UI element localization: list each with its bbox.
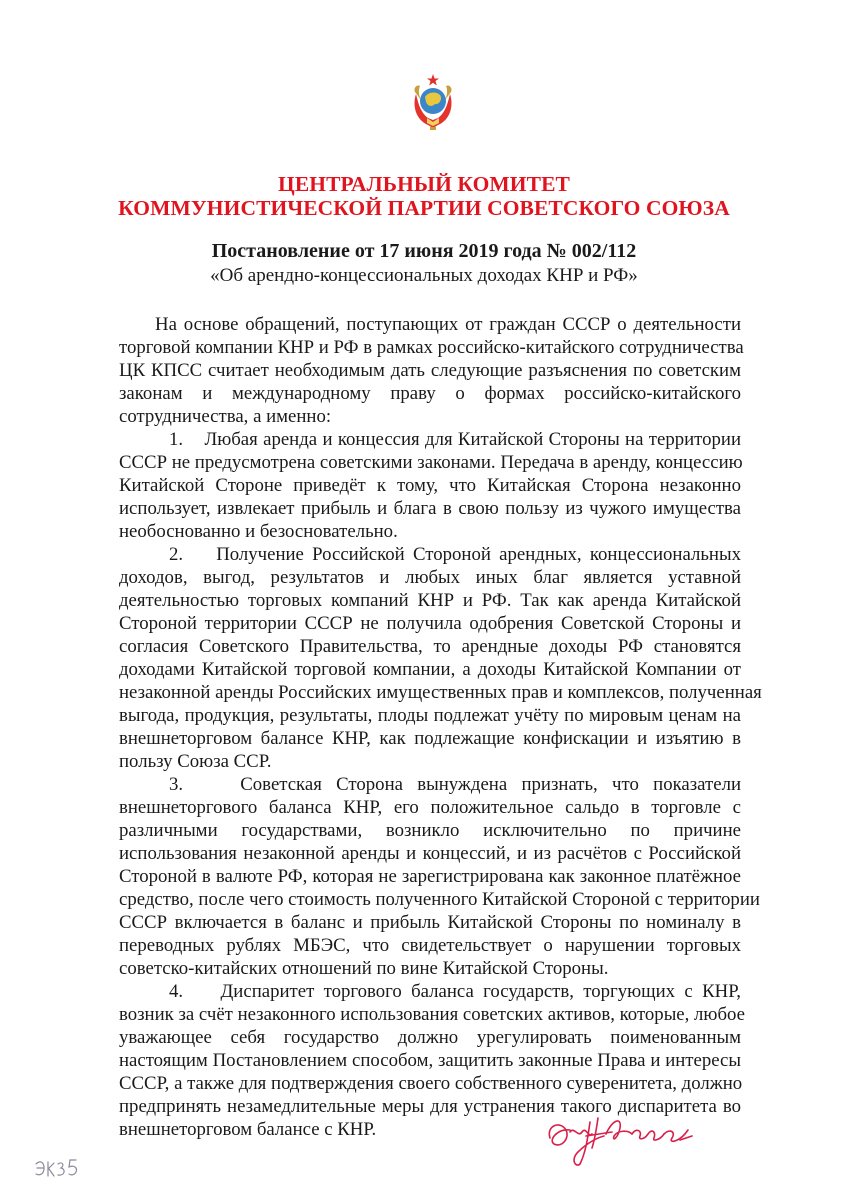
item-number: 4. [169, 981, 184, 1002]
text-line: переводных рублях МБЭС, что свидетельствует о нарушении торговых [119, 935, 741, 956]
text-line: 4. Диспаритет торгового баланса государств, торгующих с КНР, [169, 981, 741, 1002]
resolution-title: Постановление от 17 июня 2019 года № 002/112 [211, 240, 637, 262]
text-line: 3. Советская Сторона вынуждена признать, что показатели [169, 774, 741, 795]
text-line: внешнеторгового баланса КНР, его положительное сальдо в торговле с [119, 797, 741, 818]
text-line: выгода, продукция, результаты, плоды подлежат учёту по мировым ценам на [119, 705, 741, 726]
text-line: внешнеторговом балансе с КНР. [119, 1119, 377, 1140]
item-number: 3. [169, 774, 184, 795]
text-line: внешнеторговом балансе КНР, как подлежащие конфискации и изъятию в [119, 728, 741, 749]
text-line: ЦК КПСС считает необходимым дать следующие разъяснения по советским [119, 360, 741, 381]
text-line: средство, после чего стоимость полученного Китайской Стороной с территории [119, 889, 760, 910]
text-line: советско-китайских отношений по вине Китайской Стороны. [119, 958, 609, 979]
text-line: Стороной в валюте РФ, которая не зарегистрирована как законное платёжное [119, 866, 741, 887]
item-1 [119, 428, 741, 543]
text-line: доходов, выгод, результатов и любых иных благ является уставной [119, 567, 741, 588]
item-3 [119, 773, 760, 980]
text-line: предпринять незамедлительные меры для устранения такого диспаритета во [119, 1096, 741, 1117]
text-line: настоящим Постановлением способом, защитить законные Права и интересы [119, 1050, 741, 1071]
text-line: На основе обращений, поступающих от граждан СССР о деятельности [155, 314, 741, 335]
text-line: согласия Советского Правительства, то арендные доходы РФ становятся [119, 636, 741, 657]
text-line: доходами Китайской торговой компании, а доходы Китайской Компании от [119, 659, 741, 680]
text-line: использования незаконной аренды и концессий, и из расчётов с Российской [119, 843, 741, 864]
handwritten-signature-icon [540, 1108, 730, 1168]
text-line: различными государствами, возникло исключительно по причине [119, 820, 741, 841]
item-2 [119, 543, 762, 773]
text-line: возник за счёт незаконного использования советских активов, которые, любое [119, 1004, 745, 1025]
header-line-2: КОММУНИСТИЧЕСКОЙ ПАРТИИ СОВЕТСКОГО СОЮЗА [118, 196, 730, 220]
document-body [119, 313, 762, 1141]
text-line: СССР включается в баланс и прибыль Китайской Стороны по номиналу в [119, 912, 741, 933]
text-line: 1. Любая аренда и концессия для Китайской Стороны на территории [169, 429, 741, 450]
ussr-coat-of-arms-icon [408, 72, 458, 134]
intro-paragraph [119, 313, 744, 428]
text-line: необоснованно и безосновательно. [119, 521, 398, 542]
item-number: 1. [169, 429, 184, 450]
resolution-subtitle: «Об арендно-концессиональных доходах КНР и РФ» [210, 265, 638, 286]
text-line: незаконной аренды Российских имущественных прав и комплексов, полученная [119, 682, 762, 703]
text-line: Стороной территории СССР не получила одобрения Советской Стороны и [119, 613, 741, 634]
text-line: использует, извлекает прибыль и блага в свою пользу из чужого имущества [119, 498, 741, 519]
text-line: Китайской Стороне приведёт к тому, что Китайская Сторона незаконно [119, 475, 741, 496]
text-line: законам и международному праву о формах российско-китайского [119, 383, 741, 404]
text-line: СССР, а также для подтверждения своего собственного суверенитета, должно [119, 1073, 743, 1094]
item-number: 2. [169, 544, 184, 565]
text-line: торговой компании КНР и РФ в рамках российско-китайского сотрудничества [119, 337, 744, 358]
margin-note [32, 1152, 92, 1182]
text-line: деятельностью торговых компаний КНР и РФ. Так как аренда Китайской [119, 590, 741, 611]
text-line: пользу Союза ССР. [119, 751, 272, 772]
text-line: 2. Получение Российской Стороной арендных, концессиональных [169, 544, 741, 565]
text-line: СССР не предусмотрена советскими законами. Передача в аренду, концессию [119, 452, 743, 473]
header-line-1: ЦЕНТРАЛЬНЫЙ КОМИТЕТ [278, 172, 570, 196]
text-line: уважающее себя государство должно урегулировать поименованным [119, 1027, 741, 1048]
text-line: сотрудничества, а именно: [119, 406, 332, 427]
